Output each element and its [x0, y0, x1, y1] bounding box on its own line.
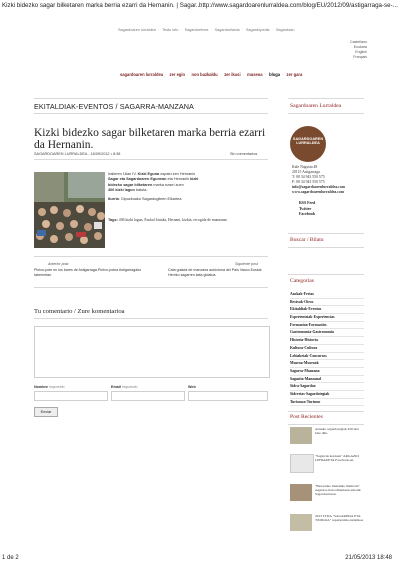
sidebar-heading-categories: Categorías: [290, 278, 314, 284]
email-input[interactable]: [111, 391, 185, 401]
email-label: Email requerido: [111, 385, 138, 389]
fax: F: 00 34 943 550 575: [292, 180, 325, 185]
tags-list[interactable]: 406 kizki lagun, Euskal Jatiaka, Hernani, kizkia, recogida de manzanas: [117, 218, 227, 222]
print-header-title: Kizki bidezko sagar bilketaren marka berria ezarri da Hernanin. | Sagar...: [2, 2, 202, 9]
post-photo: [34, 172, 105, 248]
recent-post-thumbnail: [290, 514, 312, 531]
category-item[interactable]: Turismoa-Turismo: [290, 399, 364, 407]
main-nav-item[interactable]: museoa: [247, 72, 263, 77]
email-link[interactable]: info@sagardoarenlurraldea.com: [292, 185, 345, 190]
body-text-bold: Sagar eta Sagardoaren Egunean: [108, 177, 167, 182]
divider: [288, 424, 364, 425]
divider: [288, 233, 364, 234]
recent-post-title[interactable]: "Basoetako munduko memoria" sagardoa ilan edirenbeen erkotik Sagardoetxean.: [315, 484, 361, 497]
recent-post-thumbnail: [290, 454, 314, 473]
body-text-bold: 406 kizki lagun: [108, 188, 135, 193]
print-header-url: http://www.sagardoarenlurraldea.com/blog/EU/2012/09/astigarraga-se-...: [199, 2, 398, 9]
sidebar-heading-search: Buscar / Bilatu: [290, 237, 324, 243]
name-input[interactable]: [34, 391, 108, 401]
send-button[interactable]: Enviar: [34, 407, 58, 417]
facebook-link[interactable]: Facebook: [299, 212, 315, 217]
print-datetime: 21/05/2013 18:48: [345, 555, 392, 561]
tags-label: Tags:: [108, 218, 118, 222]
top-nav-item[interactable]: Sagardoetxea: [184, 28, 209, 32]
rss-feed-link[interactable]: RSS Feed: [299, 201, 316, 205]
category-item[interactable]: Historia-Historia: [290, 337, 364, 345]
print-footer: [0, 555, 400, 565]
recent-post[interactable]: [290, 514, 364, 536]
main-nav-item-current[interactable]: bloga: [269, 72, 281, 77]
main-nav-item[interactable]: zer egin: [169, 72, 186, 77]
category-item[interactable]: Esperientziak-Experiencias: [290, 314, 364, 322]
next-post-heading: Siguiente post: [235, 262, 258, 266]
comment-textarea[interactable]: [34, 326, 270, 378]
body-text: ospatu zen Hernanin: [159, 172, 196, 176]
source-label: Iturria: [108, 196, 119, 201]
category-item[interactable]: Gastronomia-Gastronomía: [290, 329, 364, 337]
name-label: Nombre requerido: [34, 385, 65, 389]
recent-post[interactable]: [290, 454, 364, 474]
post-body: [108, 172, 268, 202]
recent-post-title[interactable]: "Sagarrak kontuan" ARGAZKI LEHIAKETA Facebook-en.: [315, 454, 359, 463]
recent-post-thumbnail: [290, 484, 312, 501]
post-meta: SAGARDOAREN LURRALDEA - 16/09/2012 • 8:38: [34, 152, 121, 156]
language-selector: [350, 40, 367, 60]
category-item[interactable]: Kultura-Cultura: [290, 345, 364, 353]
category-item[interactable]: Sagarra-Manzana: [290, 368, 364, 376]
comments-link[interactable]: Sin comentarios: [230, 152, 258, 156]
logo-text: SAGARDOAREN LURRALDEA: [292, 137, 324, 146]
divider: [34, 256, 268, 257]
brand-logo[interactable]: [290, 126, 326, 162]
divider: [288, 98, 364, 99]
category-item[interactable]: Museoa-Museoak: [290, 360, 364, 368]
category-item[interactable]: Sidra-Sagardoa: [290, 383, 364, 391]
main-nav-item[interactable]: zer ikusi: [224, 72, 241, 77]
top-nav-item[interactable]: Testu info: [162, 28, 179, 32]
main-nav-item[interactable]: non bazkaldu: [191, 72, 218, 77]
breadcrumb[interactable]: EKITALDIAK-EVENTOS / SAGARRA-MANZANA: [34, 102, 194, 111]
body-text: Iraileren 16an IV.: [108, 172, 138, 176]
contact-info: [292, 165, 345, 196]
category-item[interactable]: Azokak-Ferias: [290, 291, 364, 299]
recent-post[interactable]: [290, 484, 364, 506]
divider: [288, 113, 364, 114]
address-line: Kale Nagusia 48: [292, 165, 318, 169]
top-nav-item[interactable]: Sagardoan: [275, 28, 295, 32]
print-header: [0, 0, 400, 12]
body-text-bold: bidezko sagar bilketaren: [108, 182, 153, 187]
post-title: Kizki bidezko sagar bilketaren marka berria ezarri da Hernanin.: [34, 127, 266, 151]
divider: [34, 159, 268, 160]
body-text: eta Hernanik: [166, 177, 191, 182]
top-nav-item[interactable]: Sagardoaren lurraldea: [118, 28, 156, 32]
top-navigation: Sagardoaren lurraldea · Testu info · Sagardoetxea · Sagardoelarda · Sagardopedia · Sagardoan: [118, 28, 295, 32]
lang-english[interactable]: English: [355, 50, 367, 54]
recent-post-title[interactable]: Asturko sagardotegiak 450 urte bete ditu.: [315, 427, 360, 436]
divider: [288, 411, 364, 412]
category-item[interactable]: Sidrerías-Sagardotegiak: [290, 391, 364, 399]
previous-post-heading: Anterior post: [48, 262, 69, 266]
category-item[interactable]: Lehiaketak-Concursos: [290, 353, 364, 361]
divider: [34, 318, 268, 319]
phone: T: 00 34 943 550 575: [292, 175, 325, 180]
sidebar-heading-recent: Post Recientes: [290, 414, 323, 420]
crowd-photo-image: [34, 172, 105, 248]
main-nav-item[interactable]: zer gara: [286, 72, 303, 77]
divider: [34, 113, 268, 114]
next-post-link[interactable]: Cata guiada de manzana autóctona del País Vasco.Euskal Herriko sagarren kata gidatua.: [168, 268, 262, 277]
divider: [288, 274, 364, 275]
body-text-bold: kizki: [190, 177, 199, 182]
address-city: 20115 Astigarraga: [292, 170, 320, 175]
body-text: batuta.: [134, 188, 148, 193]
body-text: marka ezarri zuen: [152, 182, 184, 187]
sidebar-heading-main: Sagardoaren Lurraldea: [290, 103, 342, 109]
recent-post-thumbnail: [290, 427, 312, 444]
twitter-link[interactable]: Twitter: [299, 206, 312, 211]
category-item[interactable]: Bestxak-Otros: [290, 299, 364, 307]
lang-euskara[interactable]: Euskara: [353, 45, 367, 49]
lang-francais[interactable]: Français: [353, 55, 367, 59]
previous-post-link[interactable]: Pintxo-pote en los bares de Astigarraga.Pintxo-potea Astigarragako tabernetan.: [34, 268, 142, 277]
social-links: [299, 201, 315, 218]
divider: [34, 98, 268, 99]
recent-post-title[interactable]: 2013 LTDA "SAGARDOA ETA TXOKOA" esperientzia-turistikoa: [315, 514, 364, 523]
main-nav-item[interactable]: sagardoaren lurraldea: [120, 72, 164, 77]
category-item[interactable]: Sagastia-Manzanal: [290, 376, 364, 384]
source-value: : Gipuzkoako Sagardogileen Elkartea: [118, 196, 182, 201]
body-text-bold: Kizki Eguna: [137, 172, 160, 176]
main-navigation: sagardoaren lurraldea · zer egin · non bazkaldu · zer ikusi · museoa · bloga · zer gara: [120, 72, 303, 77]
web-input[interactable]: [188, 391, 268, 401]
divider: [34, 287, 268, 288]
lang-castellano[interactable]: Castellano: [350, 40, 367, 44]
category-item[interactable]: Ekitaldiak-Eventos: [290, 306, 364, 314]
divider: [288, 247, 364, 248]
category-item[interactable]: Formazioa-Formación: [290, 322, 364, 330]
recent-post[interactable]: [290, 427, 364, 447]
web-label: Web: [188, 385, 196, 389]
top-nav-item[interactable]: Sagardoelarda: [214, 28, 240, 32]
website-link[interactable]: www.sagardoarenlurraldea.com: [292, 190, 345, 195]
category-list: [290, 291, 364, 406]
comment-form-heading: Tu comentario / Zure komentarioa: [34, 308, 125, 315]
top-nav-item[interactable]: Sagardopedia: [245, 28, 270, 32]
page-number: 1 de 2: [2, 555, 19, 561]
post-tags: [108, 218, 268, 223]
